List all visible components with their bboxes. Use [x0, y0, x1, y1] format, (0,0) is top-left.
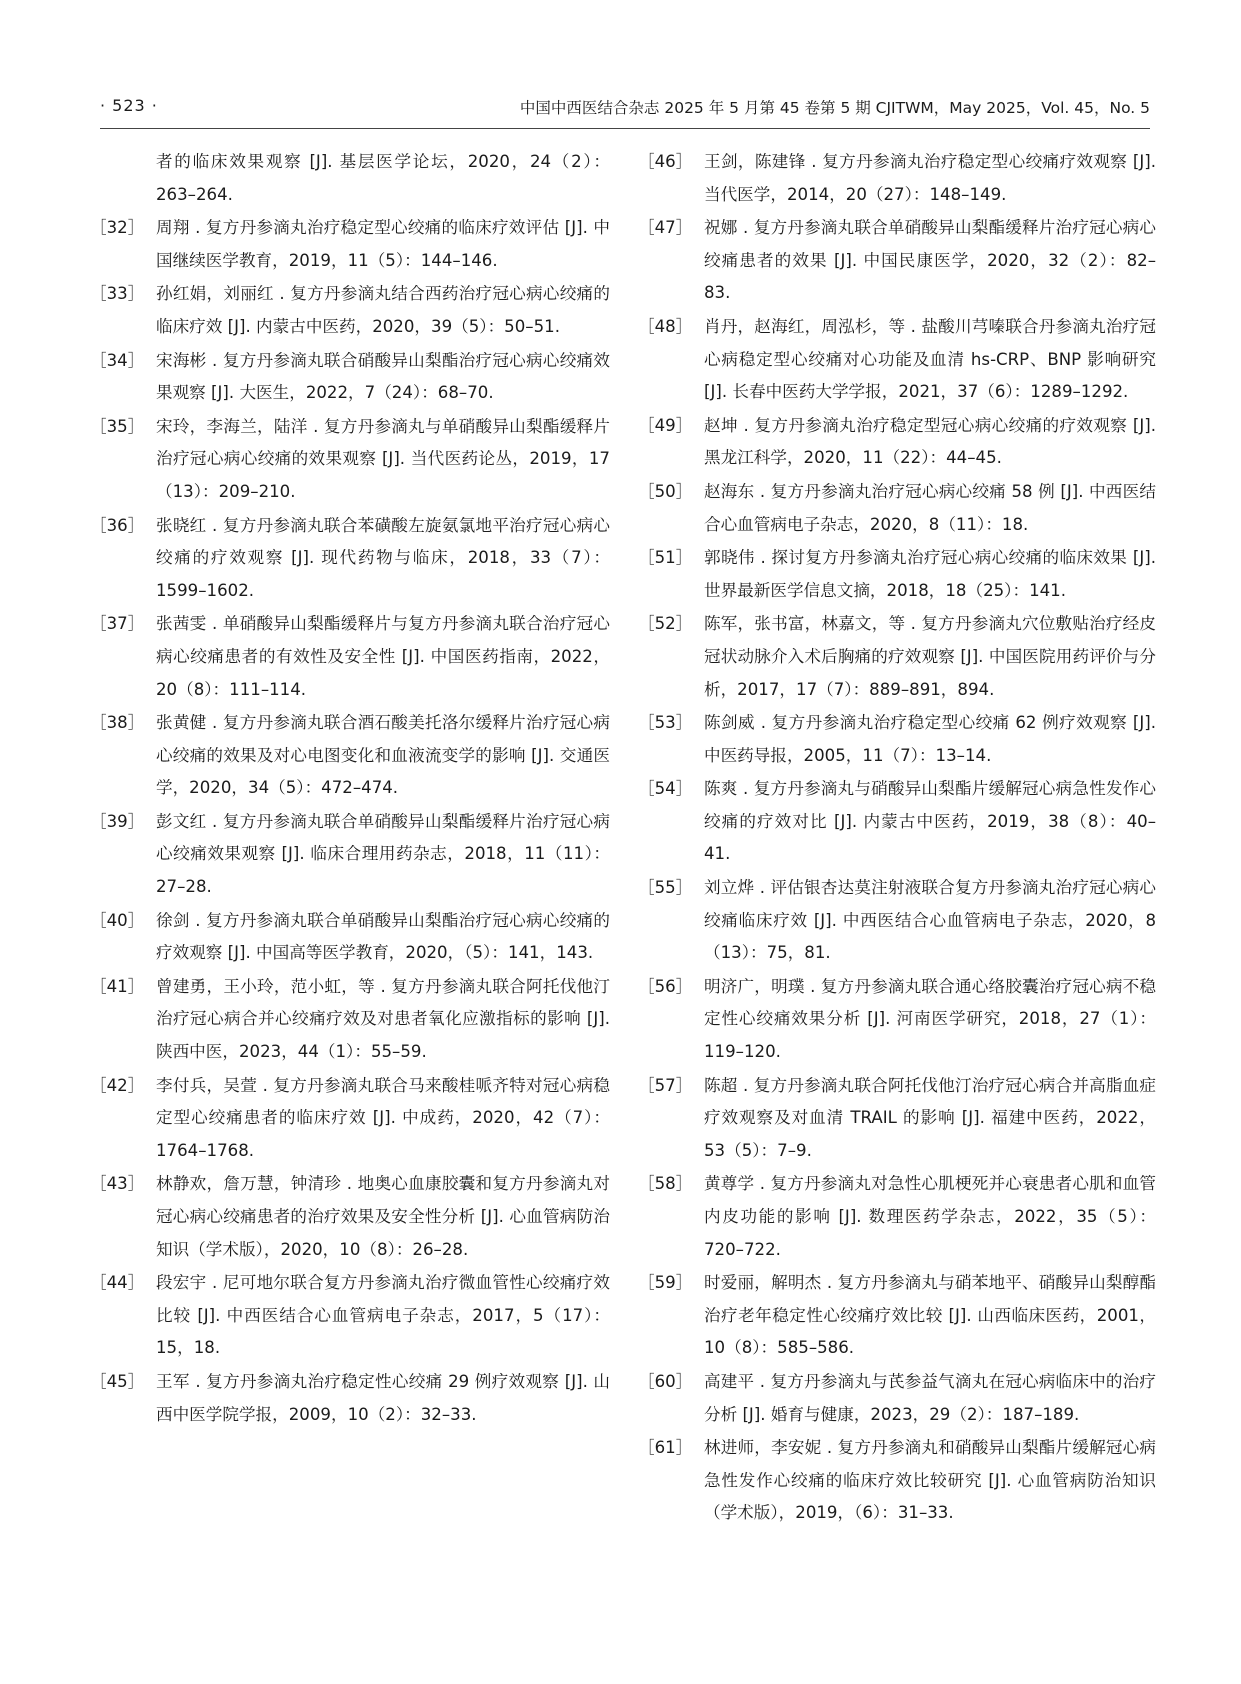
- reference-number: ［48］: [638, 316, 693, 336]
- reference-number: ［57］: [638, 1075, 693, 1095]
- reference-item: [638, 971, 1156, 1069]
- reference-text: 宋海彬 . 复方丹参滴丸联合硝酸异山梨酯治疗冠心病心绞痛效果观察 [J]. 大医生，2022，7（24）：68–70.: [156, 350, 610, 403]
- reference-item: [638, 872, 1156, 970]
- reference-number: ［42］: [90, 1075, 145, 1095]
- reference-number: ［52］: [638, 614, 693, 634]
- reference-number: ［47］: [638, 218, 693, 238]
- reference-text: 段宏宇 . 尼可地尔联合复方丹参滴丸治疗微血管性心绞痛疗效比较 [J]. 中西医结合心血管病电子杂志，2017，5（17）：15，18.: [156, 1273, 610, 1358]
- reference-item: [638, 1168, 1156, 1266]
- reference-text: 李付兵，吴萱 . 复方丹参滴丸联合马来酸桂哌齐特对冠心病稳定型心绞痛患者的临床疗效 [J]. 中成药，2020，42（7）：1764–1768.: [156, 1075, 610, 1160]
- reference-number: ［56］: [638, 976, 693, 996]
- page-number: · 523 ·: [100, 96, 158, 115]
- reference-text: 张晓红 . 复方丹参滴丸联合苯磺酸左旋氨氯地平治疗冠心病心绞痛的疗效观察 [J]. 现代药物与临床，2018，33（7）：1599–1602.: [156, 515, 610, 600]
- reference-number: ［36］: [90, 515, 145, 535]
- reference-item: [638, 1432, 1156, 1530]
- reference-text: 郭晓伟 . 探讨复方丹参滴丸治疗冠心病心绞痛的临床效果 [J]. 世界最新医学信息文摘，2018，18（25）：141.: [704, 548, 1156, 600]
- reference-text: 陈剑威 . 复方丹参滴丸治疗稳定型心绞痛 62 例疗效观察 [J]. 中医药导报，2005，11（7）：13–14.: [704, 713, 1156, 765]
- reference-item: [90, 1070, 610, 1168]
- reference-continuation: 者的临床效果观察 [J]. 基层医学论坛，2020，24（2）：263–264.: [156, 152, 610, 204]
- reference-text: 祝娜 . 复方丹参滴丸联合单硝酸异山梨酯缓释片治疗冠心病心绞痛患者的效果 [J]. 中国民康医学，2020，32（2）：82–83.: [704, 218, 1156, 303]
- reference-number: ［54］: [638, 779, 693, 799]
- reference-number: ［39］: [90, 811, 145, 831]
- reference-text: 肖丹，赵海红，周泓杉，等 . 盐酸川芎嗪联合丹参滴丸治疗冠心病稳定型心绞痛对心功能及血清 hs-CRP、BNP 影响研究 [J]. 长春中医药大学学报，2021，37（6）：1289–1292.: [704, 316, 1156, 402]
- right-column: [638, 146, 1156, 1531]
- reference-number: ［49］: [638, 415, 693, 435]
- reference-item: [90, 510, 610, 608]
- reference-number: ［43］: [90, 1174, 145, 1194]
- reference-item: [638, 212, 1156, 310]
- reference-text: 孙红娟，刘丽红 . 复方丹参滴丸结合西药治疗冠心病心绞痛的临床疗效 [J]. 内蒙古中医药，2020，39（5）：50–51.: [156, 284, 610, 336]
- reference-text: 高建平 . 复方丹参滴丸与芪参益气滴丸在冠心病临床中的治疗分析 [J]. 婚育与健康，2023，29（2）：187–189.: [704, 1371, 1156, 1424]
- reference-number: ［53］: [638, 713, 693, 733]
- reference-item: [638, 707, 1156, 772]
- reference-item: [90, 212, 610, 277]
- reference-item: [638, 146, 1156, 211]
- reference-text: 陈爽 . 复方丹参滴丸与硝酸异山梨酯片缓解冠心病急性发作心绞痛的疗效对比 [J]. 内蒙古中医药，2019，38（8）：40–41.: [704, 779, 1156, 864]
- reference-number: ［32］: [90, 218, 145, 238]
- reference-item: [90, 278, 610, 343]
- reference-item: [638, 1267, 1156, 1365]
- reference-item: [90, 971, 610, 1069]
- reference-item: [638, 608, 1156, 706]
- reference-item: [90, 707, 610, 805]
- reference-number: ［34］: [90, 350, 145, 370]
- reference-text: 赵坤 . 复方丹参滴丸治疗稳定型冠心病心绞痛的疗效观察 [J]. 黑龙江科学，2020，11（22）：44–45.: [704, 415, 1156, 468]
- journal-citation: 中国中西医结合杂志 2025 年 5 月第 45 卷第 5 期 CJITWM，May 2025，Vol. 45，No. 5: [519, 99, 1150, 117]
- page-header: [100, 92, 1150, 129]
- reference-number: ［40］: [90, 910, 145, 930]
- reference-text: 刘立烨 . 评估银杏达莫注射液联合复方丹参滴丸治疗冠心病心绞痛临床疗效 [J]. 中西医结合心血管病电子杂志，2020，8（13）：75，81.: [704, 878, 1156, 963]
- reference-item: [90, 1267, 610, 1365]
- reference-item: [90, 411, 610, 509]
- reference-item: [638, 476, 1156, 541]
- reference-number: ［38］: [90, 713, 145, 733]
- reference-text: 曾建勇，王小玲，范小虹，等 . 复方丹参滴丸联合阿托伐他汀治疗冠心病合并心绞痛疗效及对患者氧化应激指标的影响 [J]. 陕西中医，2023，44（1）：55–59.: [156, 976, 610, 1062]
- reference-number: ［37］: [90, 614, 145, 634]
- reference-text: 时爱丽，解明杰 . 复方丹参滴丸与硝苯地平、硝酸异山梨醇酯治疗老年稳定性心绞痛疗效比较 [J]. 山西临床医药，2001，10（8）：585–586.: [704, 1273, 1156, 1358]
- reference-text: 彭文红 . 复方丹参滴丸联合单硝酸异山梨酯缓释片治疗冠心病心绞痛效果观察 [J]. 临床合理用药杂志，2018，11（11）：27–28.: [156, 811, 610, 897]
- reference-text: 宋玲，李海兰，陆洋 . 复方丹参滴丸与单硝酸异山梨酯缓释片治疗冠心病心绞痛的效果观察 [J]. 当代医药论丛，2019，17（13）：209–210.: [156, 416, 610, 501]
- reference-text: 张茜雯 . 单硝酸异山梨酯缓释片与复方丹参滴丸联合治疗冠心病心绞痛患者的有效性及安全性 [J]. 中国医药指南，2022，20（8）：111–114.: [156, 614, 610, 699]
- reference-text: 徐剑 . 复方丹参滴丸联合单硝酸异山梨酯治疗冠心病心绞痛的疗效观察 [J]. 中国高等医学教育，2020，（5）：141，143.: [156, 910, 610, 963]
- reference-item: [90, 608, 610, 706]
- reference-number: ［46］: [638, 152, 693, 171]
- reference-item: [90, 806, 610, 904]
- reference-item: [90, 905, 610, 970]
- reference-number: ［61］: [638, 1438, 693, 1458]
- reference-number: ［45］: [90, 1371, 145, 1391]
- reference-list-right: [638, 146, 1156, 1530]
- reference-item: [638, 410, 1156, 475]
- reference-item: [638, 1070, 1156, 1168]
- reference-number: ［44］: [90, 1273, 145, 1293]
- reference-item: [90, 1168, 610, 1266]
- reference-item: [90, 1366, 610, 1431]
- reference-number: ［58］: [638, 1174, 693, 1194]
- reference-text: 陈超 . 复方丹参滴丸联合阿托伐他汀治疗冠心病合并高脂血症疗效观察及对血清 TRAIL 的影响 [J]. 福建中医药，2022，53（5）：7–9.: [704, 1075, 1156, 1160]
- reference-number: ［55］: [638, 878, 693, 898]
- reference-number: ［51］: [638, 548, 693, 568]
- reference-number: ［59］: [638, 1273, 693, 1293]
- reference-text: 明济广，明璞 . 复方丹参滴丸联合通心络胶囊治疗冠心病不稳定性心绞痛效果分析 [J]. 河南医学研究，2018，27（1）：119–120.: [704, 976, 1156, 1062]
- reference-item: [638, 1366, 1156, 1431]
- reference-text: 赵海东 . 复方丹参滴丸治疗冠心病心绞痛 58 例 [J]. 中西医结合心血管病电子杂志，2020，8（11）：18.: [704, 481, 1156, 534]
- reference-text: 周翔 . 复方丹参滴丸治疗稳定型心绞痛的临床疗效评估 [J]. 中国继续医学教育，2019，11（5）：144–146.: [156, 218, 610, 270]
- reference-text: 林静欢，詹万慧，钟清珍 . 地奥心血康胶囊和复方丹参滴丸对冠心病心绞痛患者的治疗效果及安全性分析 [J]. 心血管病防治知识（学术版），2020，10（8）：26–28.: [156, 1174, 610, 1259]
- reference-item: [90, 345, 610, 410]
- reference-number: ［60］: [638, 1371, 693, 1391]
- reference-item: [638, 542, 1156, 607]
- left-column: [90, 146, 610, 1432]
- reference-text: 王军 . 复方丹参滴丸治疗稳定性心绞痛 29 例疗效观察 [J]. 山西中医学院学报，2009，10（2）：32–33.: [156, 1371, 610, 1424]
- reference-text: 陈军，张书富，林嘉文，等 . 复方丹参滴丸穴位敷贴治疗经皮冠状动脉介入术后胸痛的疗效观察 [J]. 中国医院用药评价与分析，2017，17（7）：889–891，894.: [704, 614, 1156, 699]
- reference-item: [638, 773, 1156, 871]
- reference-text: 林进师，李安妮 . 复方丹参滴丸和硝酸异山梨酯片缓解冠心病急性发作心绞痛的临床疗效比较研究 [J]. 心血管病防治知识（学术版），2019，（6）：31–33.: [704, 1438, 1156, 1523]
- reference-list-left: [90, 212, 610, 1431]
- reference-number: ［35］: [90, 416, 145, 436]
- reference-text: 张黄健 . 复方丹参滴丸联合酒石酸美托洛尔缓释片治疗冠心病心绞痛的效果及对心电图变化和血液流变学的影响 [J]. 交通医学，2020，34（5）：472–474.: [156, 713, 610, 798]
- reference-item: [638, 311, 1156, 409]
- reference-number: ［41］: [90, 976, 145, 996]
- reference-text: 黄尊学 . 复方丹参滴丸对急性心肌梗死并心衰患者心肌和血管内皮功能的影响 [J]. 数理医药学杂志，2022，35（5）：720–722.: [704, 1174, 1156, 1259]
- reference-number: ［33］: [90, 284, 145, 304]
- reference-number: ［50］: [638, 481, 693, 501]
- reference-text: 王剑，陈建锋 . 复方丹参滴丸治疗稳定型心绞痛疗效观察 [J]. 当代医学，2014，20（27）：148–149.: [704, 152, 1156, 204]
